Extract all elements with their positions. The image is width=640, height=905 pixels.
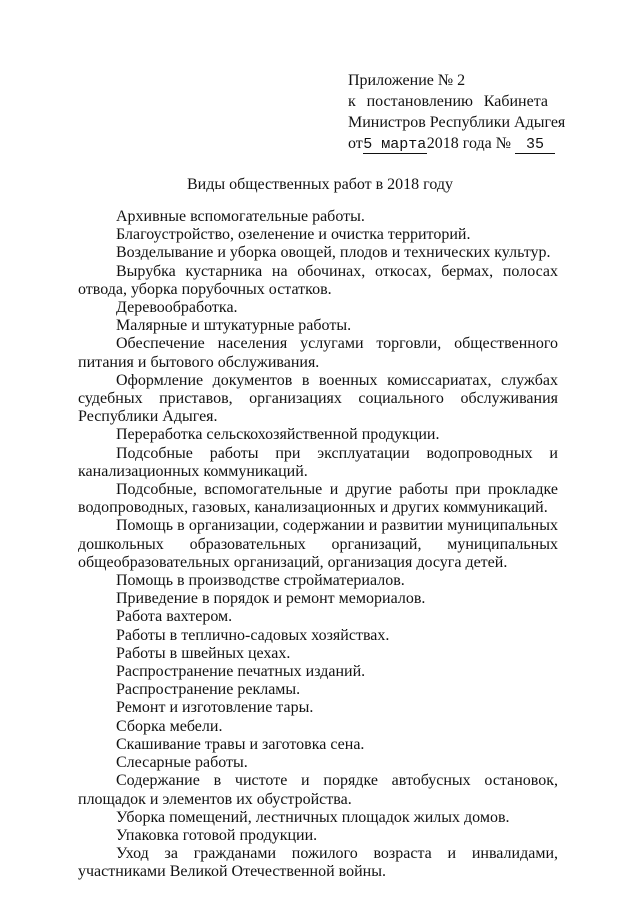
year-and-number-label: 2018 года №	[426, 135, 511, 152]
resolution-date-line	[348, 133, 548, 154]
list-item: Приведение в порядок и ремонт мемориалов.	[116, 590, 426, 608]
date-prefix: от	[348, 135, 363, 152]
list-item: Малярные и штукатурные работы.	[116, 317, 352, 335]
appendix-number: Приложение № 2	[348, 72, 466, 89]
list-item: Распространение печатных изданий.	[116, 663, 366, 681]
list-item: Ремонт и изготовление тары.	[116, 699, 314, 717]
list-item: Архивные вспомогательные работы.	[116, 208, 365, 225]
list-item: Упаковка готовой продукции.	[116, 826, 318, 844]
list-item: Вырубка кустарника на обочинах, откосах, бермах, полосах отвода, уборка порубочных остатков.	[78, 262, 558, 298]
resolution-word-1: к	[348, 93, 356, 110]
resolution-reference	[348, 91, 548, 112]
list-item: Помощь в организации, содержании и развитии муниципальных дошкольных образовательных организаций, муниципальных общеобразовательных организаций, организация досуга детей.	[78, 517, 558, 571]
list-item: Возделывание и уборка овощей, плодов и технических культур.	[116, 244, 551, 262]
cabinet-name: Министров Республики Адыгея	[348, 114, 566, 131]
list-item: Скашивание травы и заготовка сена.	[116, 735, 365, 753]
list-item: Обеспечение населения услугами торговли, общественного питания и бытового обслуживания.	[78, 335, 558, 371]
list-item: Благоустройство, озеленение и очистка территорий.	[116, 226, 471, 244]
list-item: Деревообработка.	[116, 299, 238, 317]
resolution-word-3: Кабинета	[483, 93, 548, 110]
list-item: Работы в теплично-садовых хозяйствах.	[116, 626, 390, 644]
resolution-word-2: постановлению	[366, 93, 473, 110]
list-item: Уборка помещений, лестничных площадок жилых домов.	[116, 808, 510, 826]
list-item: Помощь в производстве стройматериалов.	[116, 572, 405, 590]
date-fill: 5 марта	[363, 136, 427, 153]
appendix-header	[348, 70, 566, 154]
resolution-number-fill: 35	[515, 136, 555, 154]
list-item: Подсобные работы при эксплуатации водопроводных и канализационных коммуникаций.	[78, 444, 558, 480]
list-item: Работы в швейных цехах.	[116, 644, 291, 662]
list-item: Сборка мебели.	[116, 717, 223, 735]
list-item: Оформление документов в военных комиссариатах, службах судебных приставов, организациях социального обслуживания Республики Адыгея.	[78, 371, 558, 426]
works-list	[78, 208, 558, 882]
list-item: Переработка сельскохозяйственной продукции.	[116, 426, 440, 444]
list-item: Подсобные, вспомогательные и другие работы при прокладке водопроводных, газовых, канализационных и других коммуникаций.	[78, 481, 558, 517]
list-item: Уход за гражданами пожилого возраста и инвалидами, участниками Великой Отечественной войны.	[78, 845, 558, 881]
list-item: Распространение рекламы.	[116, 681, 301, 699]
list-item: Работа вахтером.	[116, 608, 233, 626]
list-item: Содержание в чистоте и порядке автобусных остановок, площадок и элементов их обустройства.	[78, 772, 558, 808]
list-item: Слесарные работы.	[116, 754, 248, 772]
document-title: Виды общественных работ в 2018 году	[186, 176, 454, 193]
